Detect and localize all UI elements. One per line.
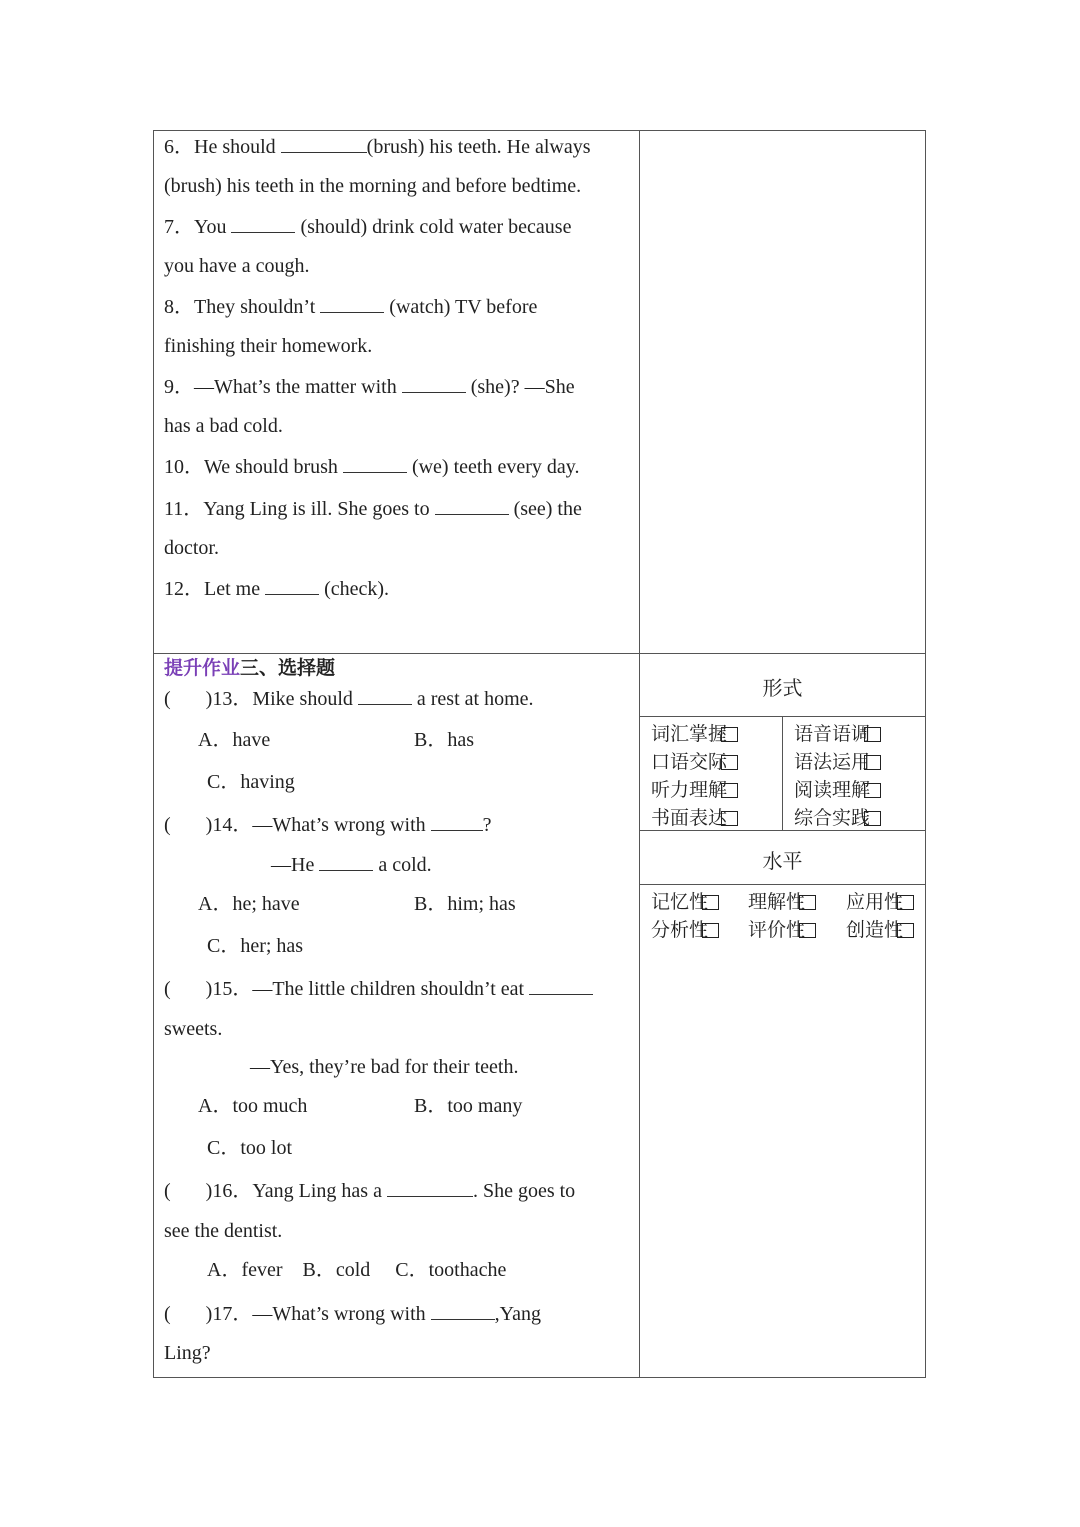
checkbox[interactable] [897,923,914,938]
answer-blank[interactable] [387,1178,473,1197]
question-14-stem: ( )14．—What’s wrong with ? [164,814,492,836]
form-item: 口语交际 [651,747,738,774]
question-13-option-b: B．has [414,729,474,751]
answer-blank[interactable] [320,294,384,313]
form-title: 形式 [762,676,803,700]
question-14-line-2: —He a cold. [271,854,432,876]
answer-blank[interactable] [343,454,407,473]
answer-blank[interactable] [281,134,367,153]
question-11-line-2: doctor. [164,537,219,559]
level-divider [639,884,926,885]
question-16-line-2: see the dentist. [164,1220,283,1242]
question-12-line-1: 12．Let me (check). [164,578,390,600]
question-9-line-1: 9．—What’s the matter with (she)? —She [164,376,575,398]
level-item: 应用性 [846,887,914,914]
checkbox[interactable] [721,811,738,826]
question-13-option-a: A．have [198,729,271,751]
question-8-line-2: finishing their homework. [164,335,373,357]
question-7-line-1: 7．You (should) drink cold water because [164,216,572,238]
level-item: 评价性 [748,915,816,942]
answer-blank[interactable] [231,214,295,233]
question-13-option-c: C．having [207,771,295,793]
form-column-divider [782,716,783,830]
checkbox[interactable] [799,923,816,938]
checkbox[interactable] [702,923,719,938]
checkbox[interactable] [897,895,914,910]
question-16-stem: ( )16．Yang Ling has a . She goes to [164,1180,576,1202]
level-item: 理解性 [748,887,816,914]
checkbox[interactable] [721,755,738,770]
question-11-line-1: 11．Yang Ling is ill. She goes to (see) the [164,498,582,520]
form-item: 语音语调 [794,719,881,746]
answer-blank[interactable] [435,496,509,515]
checkbox[interactable] [721,727,738,742]
checkbox[interactable] [721,783,738,798]
form-item: 综合实践 [794,803,881,830]
question-14-option-c: C．her; has [207,935,304,957]
answer-blank[interactable] [431,812,483,831]
level-item: 分析性 [651,915,719,942]
row-divider [153,653,926,654]
question-15-line-2: sweets. [164,1018,223,1040]
form-item: 词汇掌握 [651,719,738,746]
question-14-option-b: B．him; has [414,893,516,915]
form-item: 阅读理解 [794,775,881,802]
checkbox[interactable] [864,811,881,826]
question-8-line-1: 8．They shouldn’t (watch) TV before [164,296,538,318]
question-10-line-1: 10．We should brush (we) teeth every day. [164,456,580,478]
column-divider [639,130,640,1378]
level-item: 记忆性 [651,887,719,914]
form-item: 语法运用 [794,747,881,774]
question-6-line-2: (brush) his teeth in the morning and before bedtime. [164,175,582,197]
form-item: 书面表达 [651,803,738,830]
level-title: 水平 [762,849,803,873]
question-13-stem: ( )13．Mike should a rest at home. [164,688,534,710]
question-14-option-a: A．he; have [198,893,300,915]
form-item: 听力理解 [651,775,738,802]
question-17-stem: ( )17．—What’s wrong with ,Yang [164,1303,541,1325]
checkbox[interactable] [864,783,881,798]
checkbox[interactable] [864,727,881,742]
question-15-line-3: —Yes, they’re bad for their teeth. [250,1056,519,1078]
question-15-option-c: C．too lot [207,1137,293,1159]
answer-blank[interactable] [431,1301,495,1320]
level-divider-top [639,830,926,831]
question-15-stem: ( )15．—The little children shouldn’t eat [164,976,593,1001]
checkbox[interactable] [702,895,719,910]
question-6-line-1: 6．He should (brush) his teeth. He always [164,136,591,158]
answer-blank[interactable] [265,576,319,595]
question-7-line-2: you have a cough. [164,255,310,277]
checkbox[interactable] [799,895,816,910]
answer-blank[interactable] [402,374,466,393]
question-9-line-2: has a bad cold. [164,415,283,437]
question-15-option-b: B．too many [414,1095,523,1117]
checkbox[interactable] [864,755,881,770]
level-item: 创造性 [846,915,914,942]
section-heading: 提升作业三、选择题 [164,657,336,679]
answer-blank[interactable] [319,852,373,871]
answer-blank[interactable] [358,686,412,705]
question-16-options: A．fever B．cold C．toothache [207,1259,507,1281]
answer-blank[interactable] [529,976,593,995]
question-15-option-a: A．too much [198,1095,308,1117]
question-17-line-2: Ling? [164,1342,211,1364]
